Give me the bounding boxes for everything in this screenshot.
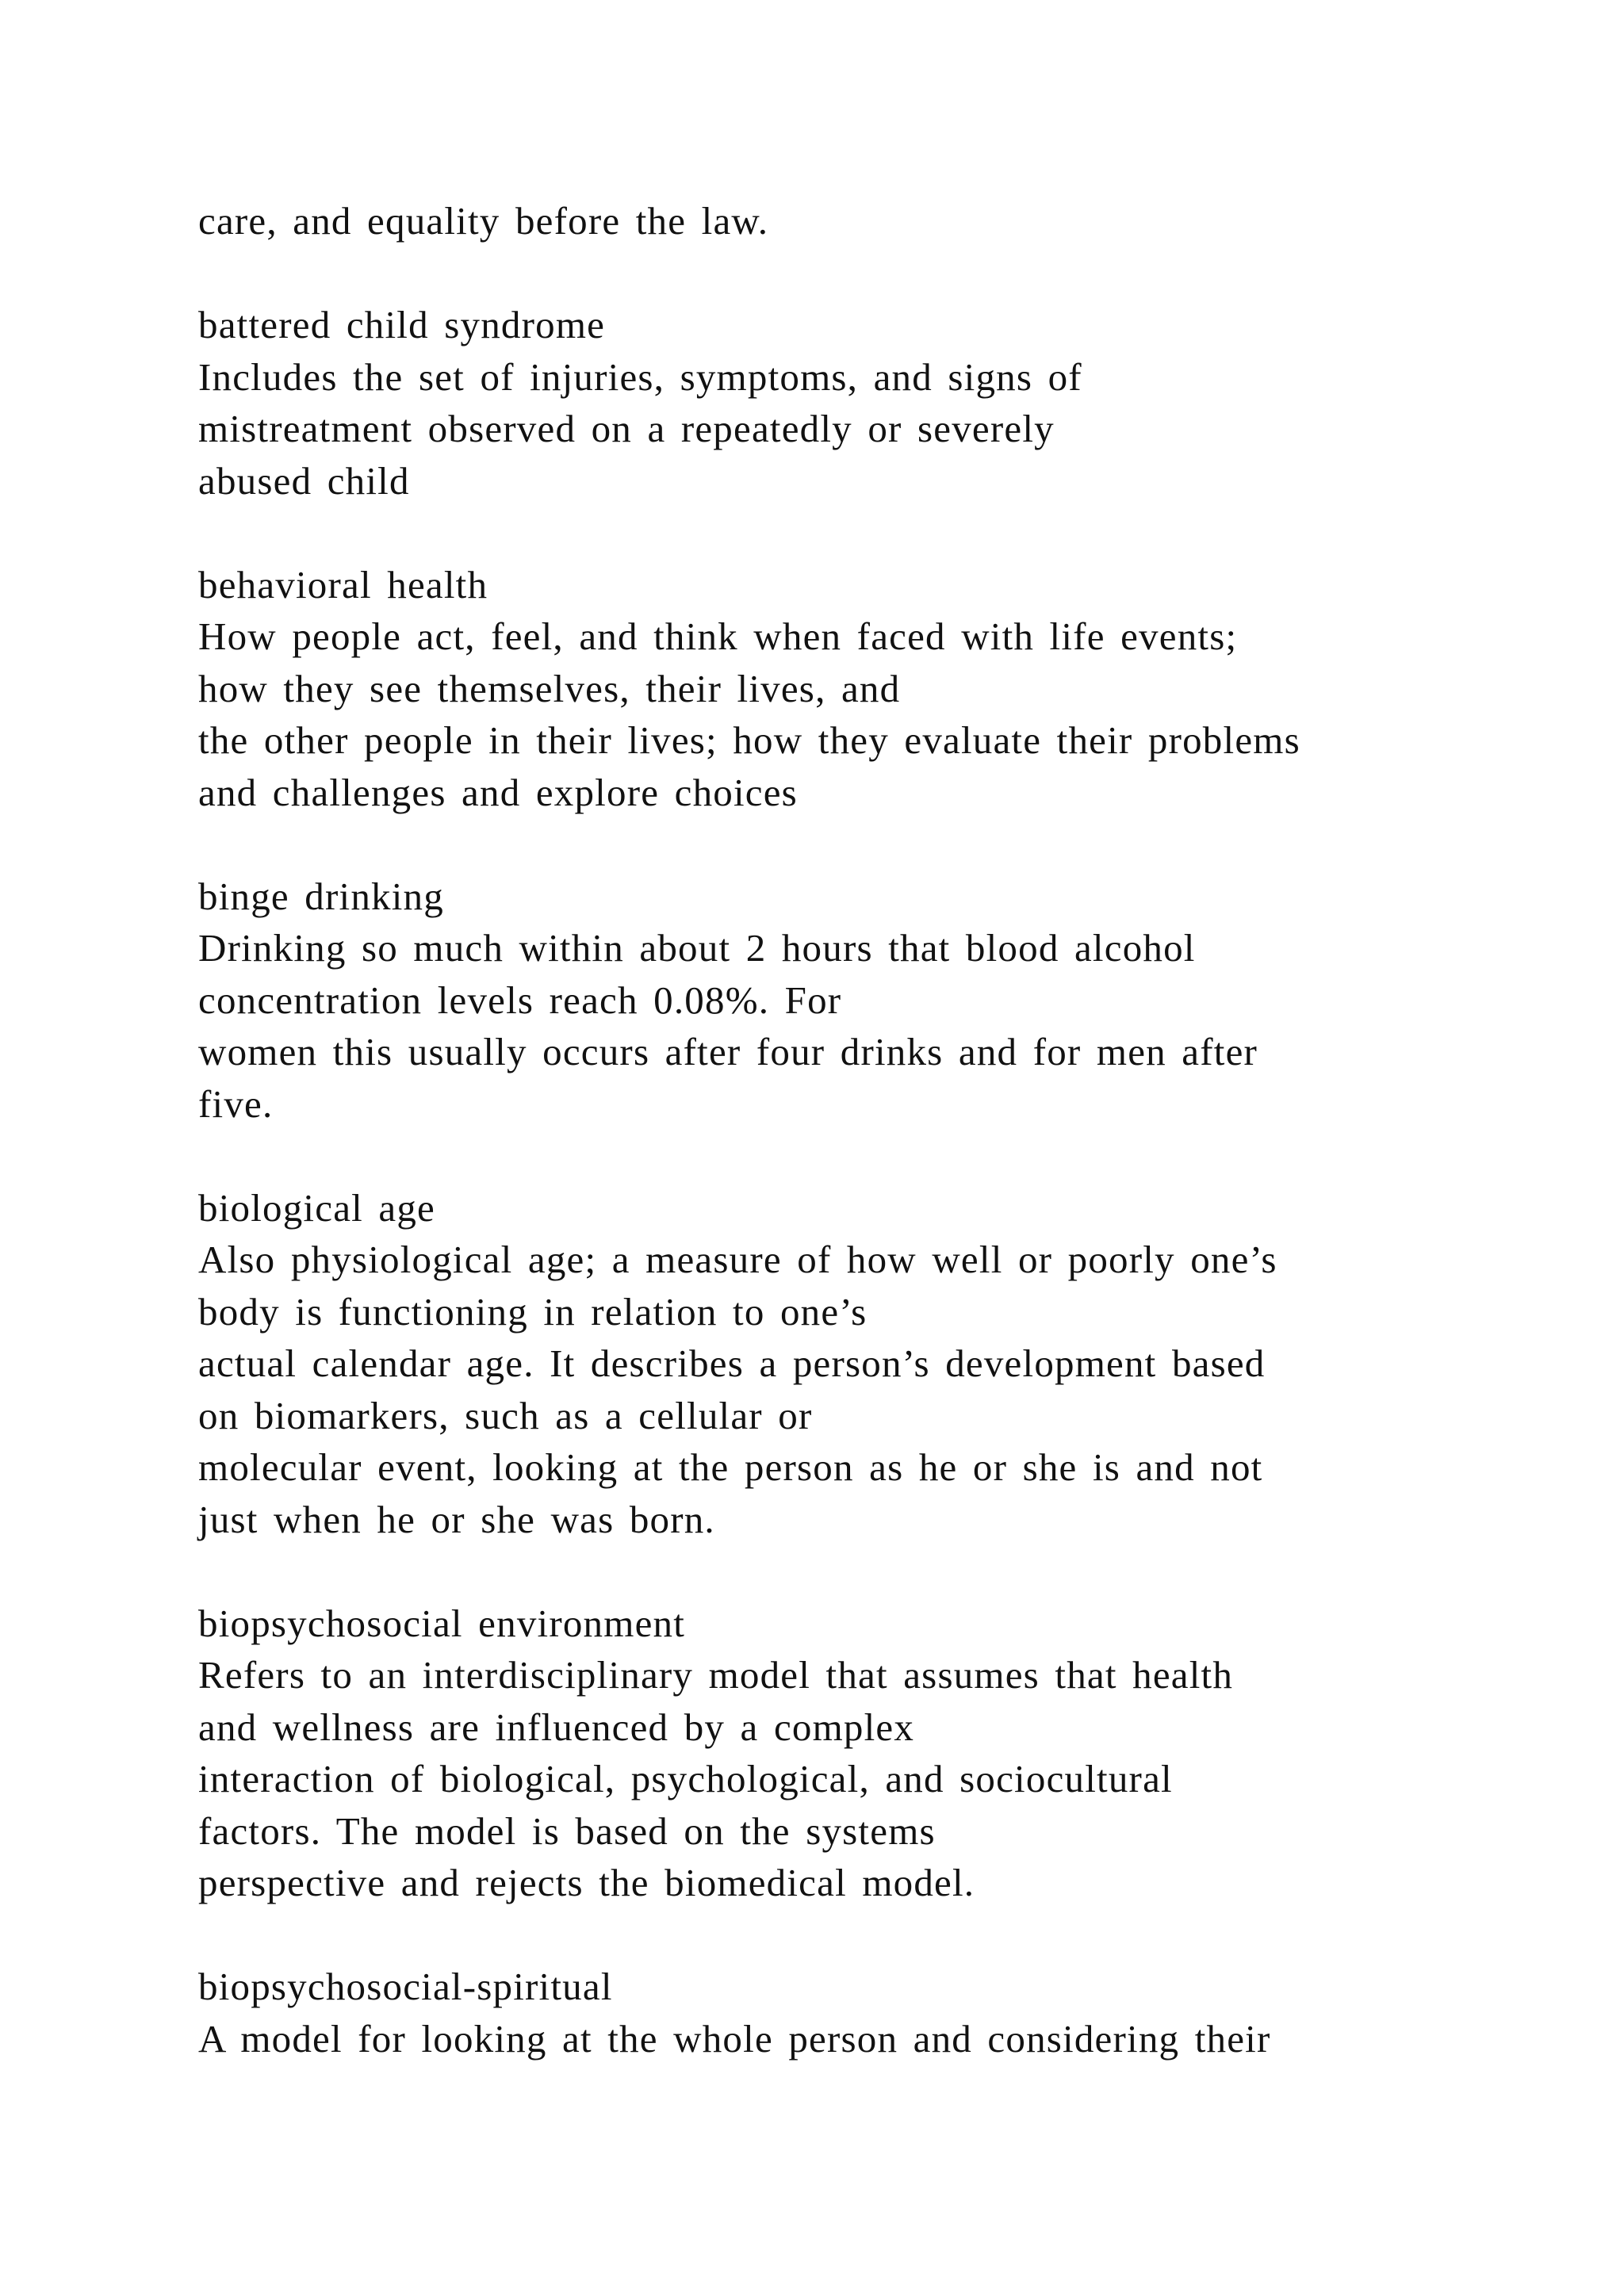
glossary-term: behavioral health [198, 562, 488, 607]
paragraph-gap [198, 507, 1546, 559]
glossary-term: biopsychosocial environment [198, 1601, 686, 1645]
definition-line: how they see themselves, their lives, and [198, 666, 901, 710]
definition-line: concentration levels reach 0.08%. For [198, 978, 842, 1022]
definition-line: body is functioning in relation to one’s [198, 1289, 868, 1334]
definition-line: the other people in their lives; how they evaluate their problems [198, 718, 1300, 762]
definition-line: mistreatment observed on a repeatedly or severely [198, 407, 1055, 450]
definition-line: just when he or she was born. [198, 1497, 715, 1541]
definition-line: Includes the set of injuries, symptoms, and signs of [198, 354, 1082, 399]
glossary-term: biological age [198, 1185, 435, 1230]
glossary-text [198, 195, 1546, 2064]
paragraph-gap [198, 1909, 1546, 1961]
glossary-term: battered child syndrome [198, 303, 606, 346]
definition-line: perspective and rejects the biomedical model. [198, 1861, 975, 1904]
definition-line: How people act, feel, and think when faced with life events; [198, 614, 1238, 658]
definition-line: actual calendar age. It describes a person’s development based [198, 1341, 1266, 1385]
paragraph-gap [198, 1545, 1546, 1598]
definition-line: and challenges and explore choices [198, 770, 798, 814]
definition-line: on biomarkers, such as a cellular or [198, 1393, 813, 1437]
definition-line: women this usually occurs after four drinks and for men after [198, 1030, 1258, 1073]
paragraph-gap [198, 818, 1546, 871]
glossary-term: biopsychosocial-spiritual [198, 1965, 613, 2008]
definition-line: factors. The model is based on the systems [198, 1808, 936, 1853]
definition-line: molecular event, looking at the person as he or she is and not [198, 1445, 1263, 1489]
intro-line: care, and equality before the law. [198, 199, 769, 243]
definition-line: abused child [198, 458, 410, 503]
definition-line: five. [198, 1081, 274, 1126]
definition-line: Also physiological age; a measure of how well or poorly one’s [198, 1238, 1277, 1281]
definition-line: A model for looking at the whole person and considering their [198, 2016, 1271, 2061]
definition-line: and wellness are influenced by a complex [198, 1705, 915, 1749]
glossary-term: binge drinking [198, 874, 444, 918]
definition-line: interaction of biological, psychological, and sociocultural [198, 1757, 1173, 1800]
definition-line: Drinking so much within about 2 hours that blood alcohol [198, 926, 1196, 970]
definition-line: Refers to an interdisciplinary model that assumes that health [198, 1653, 1234, 1697]
paragraph-gap [198, 1130, 1546, 1182]
paragraph-gap [198, 247, 1546, 300]
